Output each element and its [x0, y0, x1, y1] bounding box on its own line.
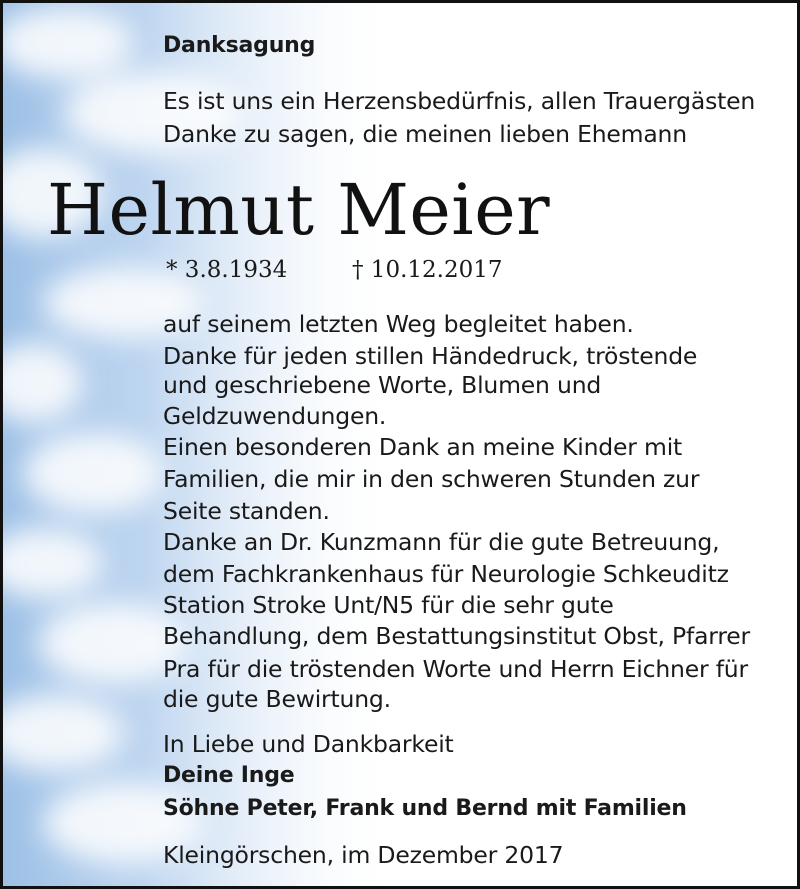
closing: In Liebe und Dankbarkeit [163, 730, 454, 758]
body-line: Danke an Dr. Kunzmann für die gute Betreuung, [163, 528, 720, 556]
body-line: die gute Bewirtung. [163, 685, 391, 713]
signatory: Söhne Peter, Frank und Bernd mit Familien [163, 796, 687, 821]
heading: Danksagung [163, 33, 316, 58]
body-line: und geschriebene Worte, Blumen und [163, 371, 602, 399]
body-line: Seite standen. [163, 497, 330, 525]
death-date: † 10.12.2017 [352, 257, 503, 283]
place-date: Kleingörschen, im Dezember 2017 [163, 841, 564, 869]
birth-date: * 3.8.1934 [166, 257, 288, 283]
signatory: Deine Inge [163, 763, 295, 788]
body-line: Station Stroke Unt/N5 für die sehr gute [163, 591, 614, 619]
intro-line: Danke zu sagen, die meinen lieben Ehemann [163, 120, 687, 148]
body-line: Behandlung, dem Bestattungsinstitut Obst, Pfarrer [163, 622, 750, 650]
body-line: Danke für jeden stillen Händedruck, tröstende [163, 342, 698, 370]
body-line: dem Fachkrankenhaus für Neurologie Schkeuditz [163, 560, 729, 588]
body-line: auf seinem letzten Weg begleitet haben. [163, 310, 634, 338]
body-line: Familien, die mir in den schweren Stunden zur [163, 465, 700, 493]
body-line: Pra für die tröstenden Worte und Herrn Eichner für [163, 655, 748, 683]
body-line: Einen besonderen Dank an meine Kinder mit [163, 433, 683, 461]
body-line: Geldzuwendungen. [163, 402, 387, 430]
obituary-text [3, 3, 797, 886]
intro-line: Es ist uns ein Herzensbedürfnis, allen Trauergästen [163, 87, 756, 115]
deceased-name: Helmut Meier [47, 169, 551, 251]
